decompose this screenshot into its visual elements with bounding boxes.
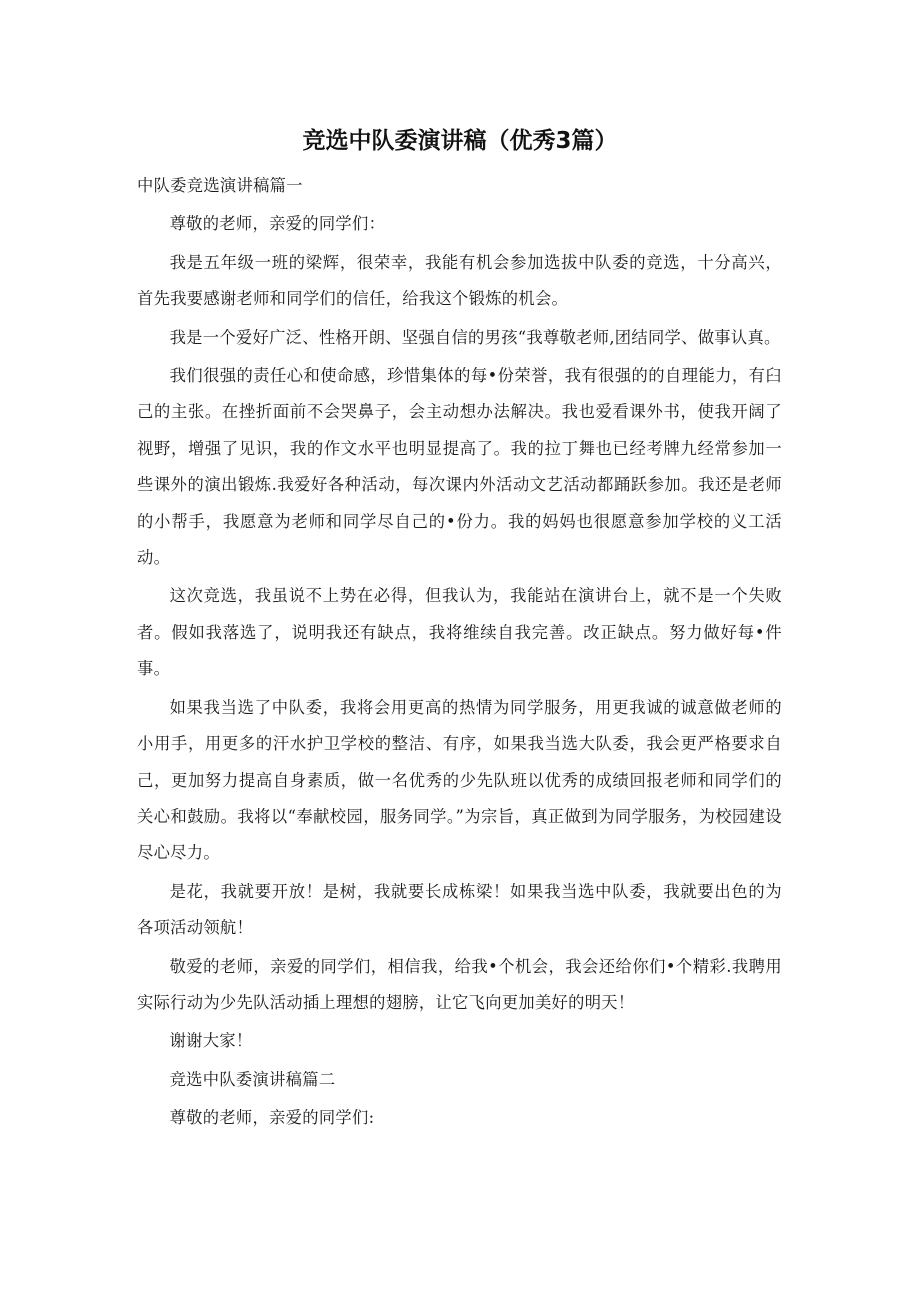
paragraph-personality: 我是一个爱好广泛、性格开朗、坚强自信的男孩“我尊敬老师,团结同学、做事认真。 <box>169 327 781 347</box>
paragraph-attitude: 这次竞选，我虽说不上势在必得，但我认为，我能站在演讲台上，就不是一个失败者。假如我落选了，说明我还有缺点，我将维续自我完善。改正缺点。努力做好每•件事。 <box>137 586 782 679</box>
paragraph-thanks: 谢谢大家！ <box>169 1031 253 1051</box>
paragraph-intro: 我是五年级一班的梁辉，很荣幸，我能有机会参加选拔中队委的竞选，十分高兴，首先我要感谢老师和同学们的信任，给我这个锻炼的机会。 <box>137 252 782 309</box>
paragraph-salutation: 尊敬的老师，亲爱的同学们： <box>169 214 386 234</box>
paragraph-promise: 如果我当选了中队委，我将会用更高的热情为同学服务，用更我诚的诚意做老师的小用手，用更多的汗水护卫学校的整洁、有序，如果我当选大队委，我会更严格要求自己，更加努力提高自身素质，做一名优秀的少先队班以优秀的成绩回报老师和同学们的关心和鼓励。我将以“奉献校园，服务同学。”为宗旨，真正做到为同学服务，为校园建设尽心尽力。 <box>137 697 782 863</box>
paragraph-appeal: 敬爱的老师，亲爱的同学们，相信我，给我•个机会，我会还给你们•个精彩.我聘用实际行动为少先队活动插上理想的翅膀，让它飞向更加美好的明天！ <box>137 956 782 1012</box>
section-heading-1: 中队委竞选演讲稿篇一 <box>137 176 303 195</box>
paragraph-ambition: 是花，我就要开放！是树，我就要长成栋梁！如果我当选中队委，我就要出色的为各项活动领航！ <box>137 881 782 938</box>
document-body <box>137 168 782 1139</box>
document-title: 竞选中队委演讲稿（优秀3篇） <box>302 128 618 154</box>
paragraph-salutation-2: 尊敬的老师，亲爱的同学们: <box>169 1108 375 1128</box>
paragraph-strengths: 我们很强的责任心和使命感，珍惜集体的每•份荣誉，我有很强的的自理能力，有臼己的主张。在挫折面前不会哭鼻子，会主动想办法解决。我也爱看课外书，使我开阔了视野，增强了见识，我的作文水平也明显提高了。我的拉丁舞也已经考牌九经常参加一些课外的演出锻炼.我爱好各种活动，每次课内外活动文艺活动都踊跃参加。我还是老师的小帮手，我愿意为老师和同学尽自己的•份力。我的妈妈也很愿意参加学校的义工活动。 <box>137 366 782 568</box>
section-heading-2: 竞选中队委演讲稿篇二 <box>169 1069 336 1089</box>
